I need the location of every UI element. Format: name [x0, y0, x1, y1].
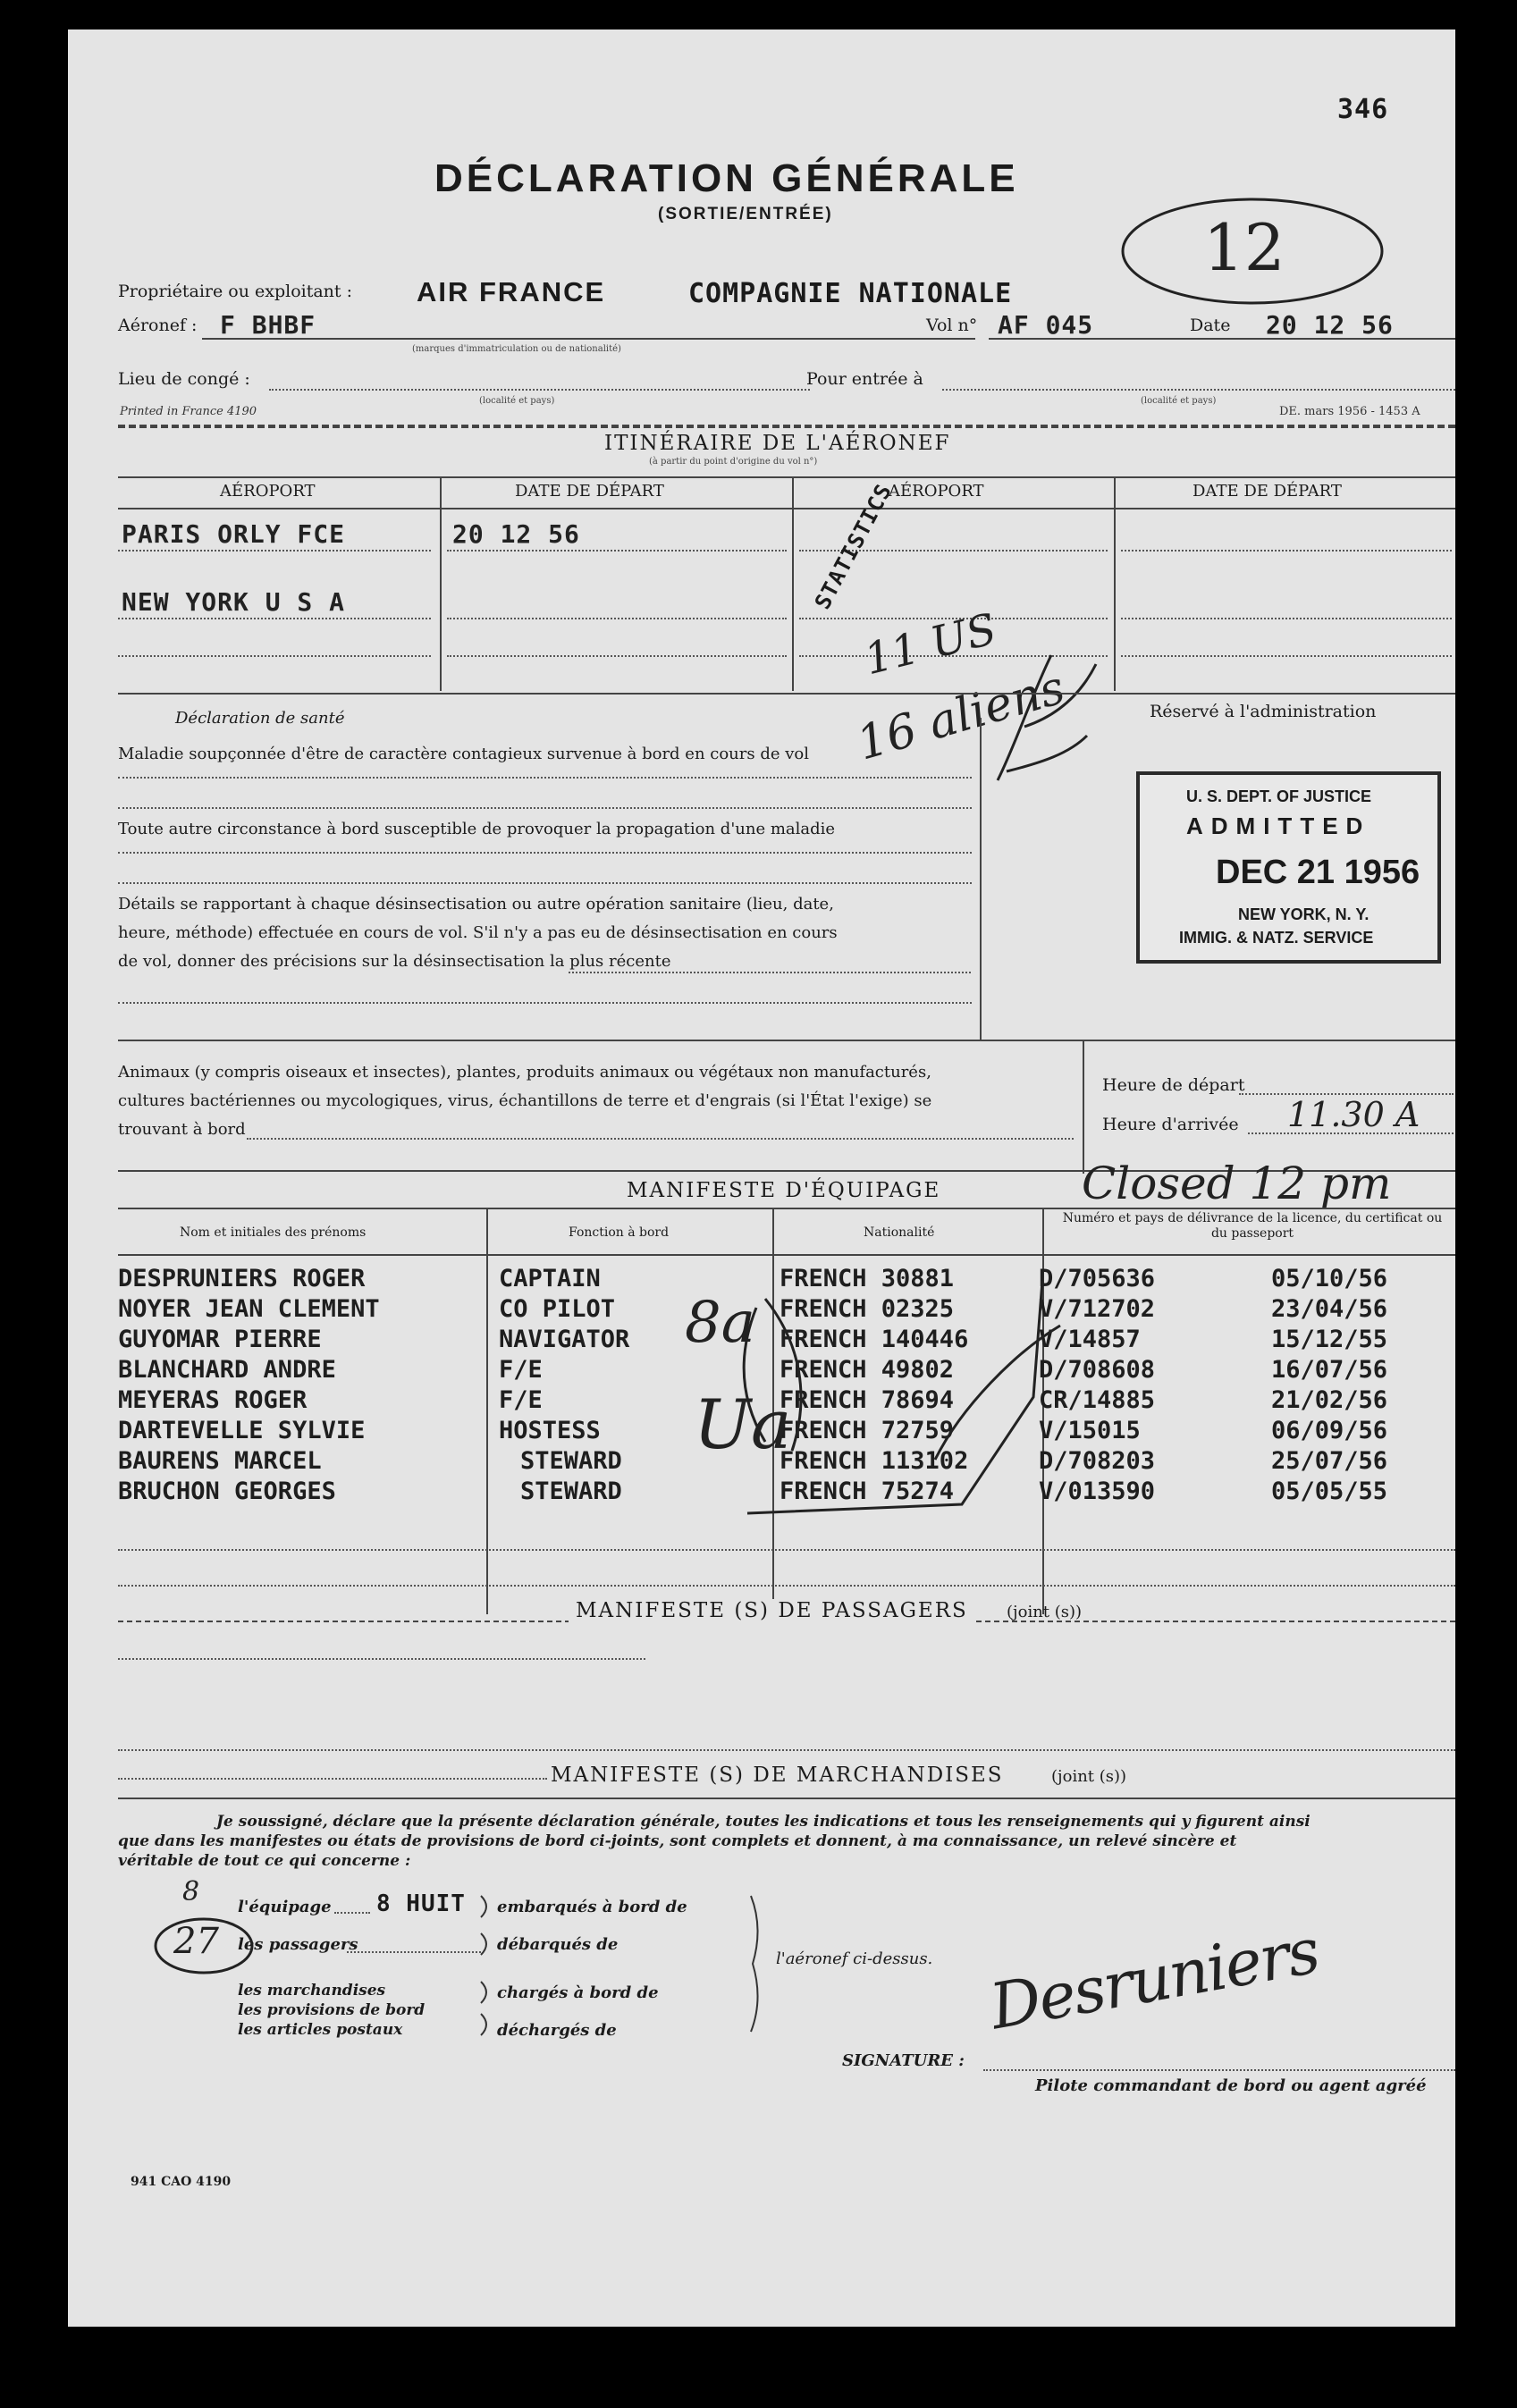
handwritten-number: 12	[1203, 210, 1285, 285]
crew-role: STEWARD	[520, 1447, 622, 1475]
page-title: DÉCLARATION GÉNÉRALE	[434, 156, 1019, 200]
crew-license-date: 23/04/56	[1271, 1295, 1388, 1323]
form-code: 941 CAO 4190	[131, 2175, 232, 2189]
itinerary-header-date-1: DATE DE DÉPART	[515, 482, 664, 501]
departure-place-note: (localité et pays)	[479, 396, 555, 406]
stamp-city: NEW YORK, N. Y.	[1238, 905, 1370, 923]
crew-name: GUYOMAR PIERRE	[118, 1326, 322, 1353]
crew-name: BRUCHON GEORGES	[118, 1478, 336, 1505]
crew-license: D/708203	[1039, 1447, 1156, 1475]
crew-nationality: FRENCH 49802	[780, 1356, 955, 1384]
crew-license: V/712702	[1039, 1295, 1156, 1323]
aircraft-registration: F BHBF	[220, 310, 316, 340]
crew-license-date: 05/05/55	[1271, 1478, 1388, 1505]
aircraft-label: Aéronef :	[118, 316, 198, 335]
declaration-text-3: véritable de tout ce qui concerne :	[118, 1852, 411, 1870]
passengers-count-label: les passagers	[238, 1935, 358, 1954]
cargo-manifest-joint: (joint (s))	[1051, 1767, 1127, 1786]
aircraft-note: (marques d'immatriculation ou de nationalité)	[412, 344, 621, 354]
handwritten-8: 8	[182, 1876, 200, 1907]
page-subtitle: (SORTIE/ENTRÉE)	[658, 205, 833, 223]
crew-license: V/15015	[1039, 1417, 1141, 1444]
stamp-dept: U. S. DEPT. OF JUSTICE	[1186, 787, 1372, 805]
arrival-time-label: Heure d'arrivée	[1102, 1115, 1239, 1134]
crew-role: CO PILOT	[499, 1295, 616, 1323]
reserved-admin-label: Réservé à l'administration	[1150, 702, 1377, 721]
animals-question-3: trouvant à bord	[118, 1120, 246, 1139]
itinerary-header-airport-2: AÉROPORT	[889, 482, 984, 501]
itinerary-airport-row1: PARIS ORLY FCE	[122, 519, 346, 549]
crew-name: DESPRUNIERS ROGER	[118, 1265, 366, 1292]
crew-nationality: FRENCH 140446	[780, 1326, 969, 1353]
crew-license-date: 25/07/56	[1271, 1447, 1388, 1475]
itinerary-airport-row2: NEW YORK U S A	[122, 587, 346, 617]
crew-role: F/E	[499, 1356, 543, 1384]
handwritten-ua: Ua	[694, 1385, 792, 1464]
stamp-date: DEC 21 1956	[1216, 854, 1420, 891]
animals-question-2: cultures bactériennes ou mycologiques, virus, échantillons de terre et d'engrais (si l'État l'exige) se	[118, 1091, 932, 1110]
departure-place-label: Lieu de congé :	[118, 369, 250, 389]
closed-note: Closed 12 pm	[1082, 1158, 1392, 1209]
handwritten-initials-scribble	[989, 637, 1105, 789]
embarked-label: embarqués à bord de	[497, 1898, 687, 1916]
departure-time-label: Heure de départ	[1102, 1075, 1245, 1095]
crew-license: CR/14885	[1039, 1386, 1156, 1414]
animals-question-1: Animaux (y compris oiseaux et insectes), plantes, produits animaux ou végétaux non manufacturés,	[118, 1063, 931, 1082]
print-info: Printed in France 4190	[120, 405, 257, 418]
crew-count-label: l'équipage	[238, 1898, 332, 1916]
handwritten-aliens-count: 16 aliens	[851, 661, 1071, 771]
itinerary-subtitle: (à partir du point d'origine du vol n°)	[649, 457, 818, 467]
crew-manifest-title: MANIFESTE D'ÉQUIPAGE	[627, 1179, 941, 1202]
health-question-contagious: Maladie soupçonnée d'être de caractère contagieux survenue à bord en cours de vol	[118, 745, 809, 763]
owner-label: Propriétaire ou exploitant :	[118, 282, 352, 301]
crew-role: NAVIGATOR	[499, 1326, 630, 1353]
crew-license-date: 05/10/56	[1271, 1265, 1388, 1292]
loaded-label: chargés à bord de	[497, 1983, 659, 2002]
stamp-admitted: ADMITTED	[1186, 812, 1371, 839]
handwritten-8a: 8a	[685, 1290, 755, 1356]
crew-nationality: FRENCH 75274	[780, 1478, 955, 1505]
flight-number: AF 045	[998, 310, 1094, 340]
arrival-time-value: 11.30 A	[1287, 1095, 1420, 1134]
page-number: 346	[1337, 94, 1389, 125]
health-question-disinsection-1: Détails se rapportant à chaque désinsectisation ou autre opération sanitaire (lieu, date,	[118, 895, 834, 914]
cargo-manifest-title: MANIFESTE (S) DE MARCHANDISES	[551, 1764, 1004, 1787]
admitted-stamp	[1136, 771, 1441, 964]
crew-nationality: FRENCH 02325	[780, 1295, 955, 1323]
crew-name: BLANCHARD ANDRE	[118, 1356, 336, 1384]
crew-role: HOSTESS	[499, 1417, 601, 1444]
debarked-label: débarqués de	[497, 1935, 619, 1954]
pilot-label: Pilote commandant de bord ou agent agréé	[1035, 2076, 1427, 2095]
crew-license-date: 06/09/56	[1271, 1417, 1388, 1444]
health-question-propagation: Toute autre circonstance à bord susceptible de provoquer la propagation d'une maladie	[118, 820, 836, 838]
postal-label: les articles postaux	[238, 2021, 403, 2039]
aircraft-above-label: l'aéronef ci-dessus.	[776, 1949, 933, 1968]
passenger-manifest-joint: (joint (s))	[1007, 1603, 1083, 1621]
circled-27	[148, 1885, 291, 1983]
crew-license: V/013590	[1039, 1478, 1156, 1505]
entry-note: (localité et pays)	[1141, 396, 1217, 406]
crew-header-nationality: Nationalité	[864, 1225, 935, 1240]
health-question-disinsection-3: de vol, donner des précisions sur la désinsectisation la plus récente	[118, 952, 671, 971]
goods-label: les marchandises	[238, 1982, 386, 2000]
crew-role: CAPTAIN	[499, 1265, 601, 1292]
crew-nationality: FRENCH 72759	[780, 1417, 955, 1444]
statistics-stamp: STATISTICS	[810, 479, 898, 614]
crew-name: DARTEVELLE SYLVIE	[118, 1417, 366, 1444]
declaration-document	[68, 29, 1455, 2327]
declaration-text-2: que dans les manifestes ou états de provisions de bord ci-joints, sont complets et donnent, à ma connaissance, un relevé sincère et	[118, 1832, 1237, 1850]
crew-role: F/E	[499, 1386, 543, 1414]
itinerary-header-date-2: DATE DE DÉPART	[1193, 482, 1342, 501]
crew-license: D/705636	[1039, 1265, 1156, 1292]
crew-license: V/14857	[1039, 1326, 1141, 1353]
health-title: Déclaration de santé	[175, 709, 345, 728]
crew-name: BAURENS MARCEL	[118, 1447, 322, 1475]
crew-nationality: FRENCH 30881	[780, 1265, 955, 1292]
signature-label: SIGNATURE :	[842, 2051, 965, 2070]
crew-count-value: 8 HUIT	[376, 1890, 466, 1917]
crew-license-date: 21/02/56	[1271, 1386, 1388, 1414]
provisions-label: les provisions de bord	[238, 2001, 426, 2019]
crew-name: NOYER JEAN CLEMENT	[118, 1295, 380, 1323]
crew-nationality: FRENCH 78694	[780, 1386, 955, 1414]
itinerary-header-airport-1: AÉROPORT	[220, 482, 316, 501]
crew-license-date: 16/07/56	[1271, 1356, 1388, 1384]
handwritten-us-count: 11 US	[859, 603, 1002, 686]
crew-nationality: FRENCH 113102	[780, 1447, 969, 1475]
owner-value-company: COMPAGNIE NATIONALE	[688, 278, 1013, 309]
owner-value-airline: AIR FRANCE	[417, 276, 606, 307]
signature: Desruniers	[984, 1914, 1324, 2044]
passenger-manifest-title: MANIFESTE (S) DE PASSAGERS	[569, 1599, 975, 1622]
flight-label: Vol n°	[926, 316, 978, 335]
stamp-service: IMMIG. & NATZ. SERVICE	[1179, 929, 1374, 947]
itinerary-title: ITINÉRAIRE DE L'AÉRONEF	[604, 432, 951, 455]
aircraft-bracket	[744, 1892, 771, 2035]
unloaded-label: déchargés de	[497, 2021, 617, 2040]
entry-label: Pour entrée à	[806, 369, 923, 389]
crew-license-date: 15/12/55	[1271, 1326, 1388, 1353]
declaration-text-1: Je soussigné, déclare que la présente déclaration générale, toutes les indications et tous les renseignements qui y figurent ainsi	[216, 1813, 1311, 1831]
crew-header-function: Fonction à bord	[569, 1225, 670, 1240]
health-question-disinsection-2: heure, méthode) effectuée en cours de vol. S'il n'y a pas eu de désinsectisation en cours	[118, 923, 838, 942]
itinerary-date-row1: 20 12 56	[452, 519, 580, 549]
handwritten-27: 27	[173, 1921, 219, 1962]
crew-role: STEWARD	[520, 1478, 622, 1505]
crew-name: MEYERAS ROGER	[118, 1386, 308, 1414]
crew-header-name: Nom et initiales des prénoms	[180, 1225, 367, 1240]
crew-license: D/708608	[1039, 1356, 1156, 1384]
flight-date: 20 12 56	[1266, 310, 1394, 340]
crew-header-license: Numéro et pays de délivrance de la licence, du certificat ou du passeport	[1062, 1211, 1443, 1241]
print-date: DE. mars 1956 - 1453 A	[1279, 405, 1420, 418]
date-label: Date	[1190, 316, 1231, 335]
